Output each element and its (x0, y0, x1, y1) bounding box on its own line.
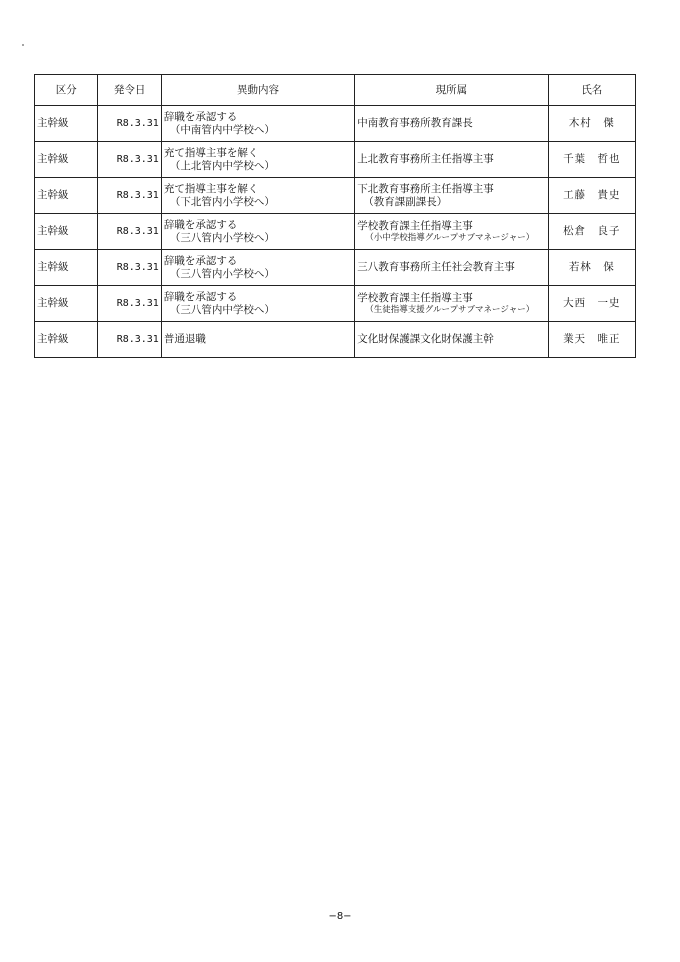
shozoku-sub: （小中学校指導グループサブマネージャー） (365, 232, 535, 243)
naiyo-sub: （三八管内小学校へ） (169, 267, 275, 280)
naiyo-main: 普通退職 (163, 333, 206, 346)
naiyo-main: 充て指導主事を解く (163, 146, 259, 159)
cell-name: 若林 保 (548, 250, 635, 286)
cell-naiyo (161, 322, 354, 358)
scan-speck (22, 44, 24, 46)
cell-kubun: 主幹級 (35, 106, 98, 142)
naiyo-sub: （三八管内中学校へ） (169, 303, 275, 316)
cell-shozoku (355, 178, 548, 214)
cell-shozoku (355, 250, 548, 286)
cell-name: 木村 傑 (548, 106, 635, 142)
naiyo-sub: （中南管内中学校へ） (169, 123, 275, 136)
naiyo-sub: （下北管内小学校へ） (169, 195, 275, 208)
shozoku-sub: （教育課副課長） (363, 195, 448, 208)
table-row (35, 322, 636, 358)
header-name: 氏名 (548, 75, 635, 106)
cell-date: R8.3.31 (98, 214, 161, 250)
table-row (35, 178, 636, 214)
cell-name: 松倉 良子 (548, 214, 635, 250)
header-date: 発令日 (98, 75, 161, 106)
cell-date: R8.3.31 (98, 178, 161, 214)
shozoku-main: 下北教育事務所主任指導主事 (357, 182, 494, 195)
naiyo-sub: （三八管内小学校へ） (169, 231, 275, 244)
cell-kubun: 主幹級 (35, 286, 98, 322)
table-body (35, 106, 636, 358)
cell-shozoku (355, 322, 548, 358)
cell-kubun: 主幹級 (35, 250, 98, 286)
cell-naiyo (161, 250, 354, 286)
naiyo-main: 辞職を承認する (163, 254, 238, 267)
shozoku-main: 三八教育事務所主任社会教育主事 (357, 261, 515, 274)
table-row (35, 286, 636, 322)
cell-shozoku (355, 286, 548, 322)
table-row (35, 250, 636, 286)
cell-kubun: 主幹級 (35, 214, 98, 250)
cell-date: R8.3.31 (98, 142, 161, 178)
shozoku-main: 学校教育課主任指導主事 (357, 292, 473, 305)
shozoku-sub: （生徒指導支援グループサブマネージャー） (365, 304, 535, 315)
table-row (35, 214, 636, 250)
cell-name: 大西 一史 (548, 286, 635, 322)
cell-naiyo (161, 142, 354, 178)
cell-date: R8.3.31 (98, 250, 161, 286)
cell-kubun: 主幹級 (35, 178, 98, 214)
header-naiyo: 異動内容 (161, 75, 354, 106)
naiyo-main: 辞職を承認する (163, 110, 238, 123)
cell-shozoku (355, 142, 548, 178)
header-kubun: 区分 (35, 75, 98, 106)
shozoku-main: 中南教育事務所教育課長 (357, 117, 473, 130)
table-row (35, 106, 636, 142)
cell-shozoku (355, 214, 548, 250)
cell-naiyo (161, 286, 354, 322)
cell-name: 千葉 哲也 (548, 142, 635, 178)
cell-date: R8.3.31 (98, 106, 161, 142)
cell-date: R8.3.31 (98, 286, 161, 322)
naiyo-sub: （上北管内中学校へ） (169, 159, 275, 172)
naiyo-main: 辞職を承認する (163, 218, 238, 231)
cell-naiyo (161, 178, 354, 214)
cell-naiyo (161, 214, 354, 250)
page-number: −8− (328, 911, 352, 922)
cell-naiyo (161, 106, 354, 142)
table-row (35, 142, 636, 178)
cell-date: R8.3.31 (98, 322, 161, 358)
shozoku-main: 上北教育事務所主任指導主事 (357, 153, 494, 166)
naiyo-main: 充て指導主事を解く (163, 182, 259, 195)
shozoku-main: 学校教育課主任指導主事 (357, 220, 473, 233)
header-shozoku: 現所属 (355, 75, 548, 106)
table-header-row (35, 75, 636, 106)
cell-kubun: 主幹級 (35, 142, 98, 178)
personnel-change-table (34, 74, 636, 358)
cell-name: 業天 唯正 (548, 322, 635, 358)
cell-name: 工藤 貴史 (548, 178, 635, 214)
shozoku-main: 文化財保護課文化財保護主幹 (357, 333, 494, 346)
cell-shozoku (355, 106, 548, 142)
cell-kubun: 主幹級 (35, 322, 98, 358)
naiyo-main: 辞職を承認する (163, 290, 238, 303)
